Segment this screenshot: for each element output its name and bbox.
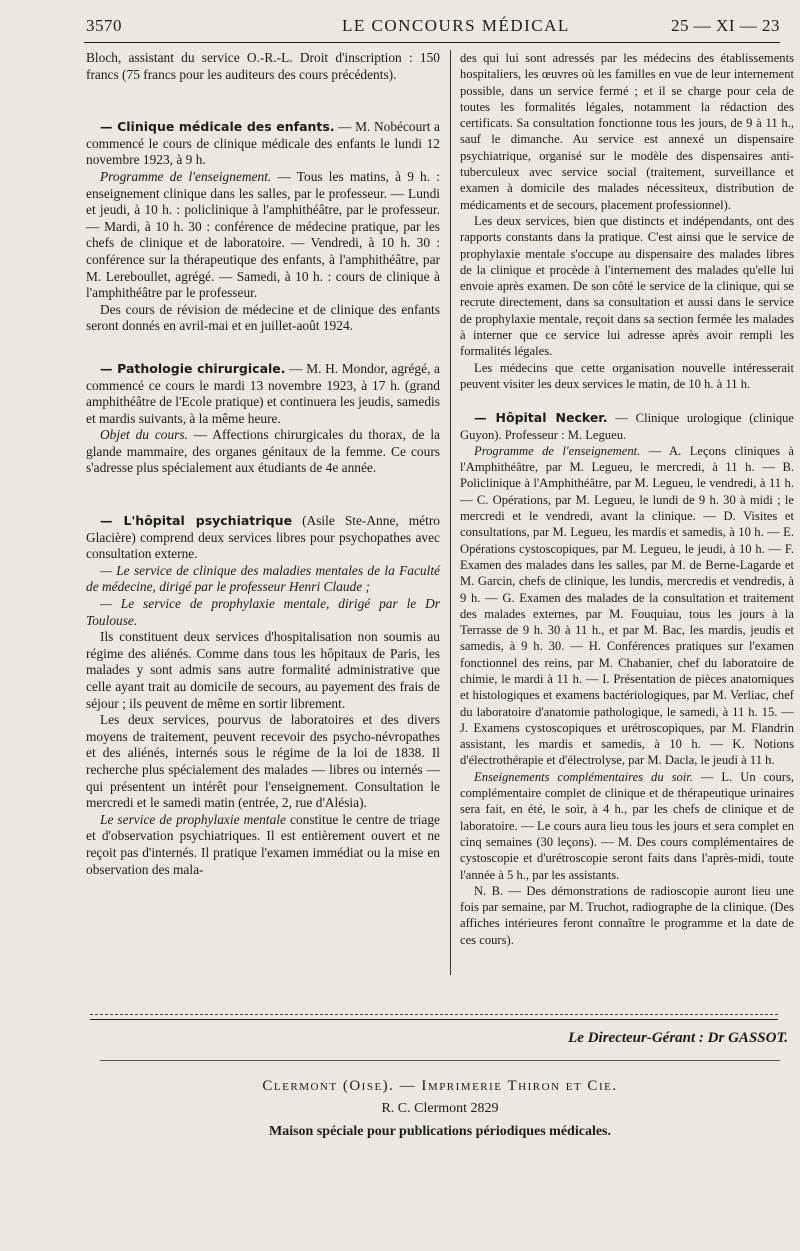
article-text: (Asile Ste-Anne, métro Glacière) comprend deux services libres pour psychopathes avec consultation externe. bbox=[86, 513, 440, 562]
paragraph-service-clinique: — Le service de clinique des maladies mentales de la Faculté de médecine, dirigé par le professeur Henri Claude ; bbox=[86, 562, 440, 595]
column-divider bbox=[450, 50, 451, 975]
paragraph-text: — Affections chirurgicales du thorax, de la glande mammaire, des organes génitaux de la femme. Ce cours s'adresse plus spécialement aux étudiants de 4e année. bbox=[86, 427, 440, 476]
paragraph-visite: Les médecins que cette organisation nouvelle intéresserait peuvent visiter les deux services le matin, de 10 h. à 11 h. bbox=[460, 360, 794, 391]
paragraph-deux-services: Les deux services, pourvus de laboratoires et des divers moyens de traitement, peuvent recevoir des psycho-névropathes et des aliénés, internés sous le régime de la loi de 1838. Il recherche plus spécialement des malades — libres ou internés — qui présentent un intérêt pour l'enseignement. Consultation le mercredi et le samedi matin (entrée, 2, rue d'Alésia). bbox=[86, 712, 440, 811]
paragraph-text: constitue le centre de triage et d'observation psychiatriques. Il est entièrement ouvert et ne reçoit pas d'internés. Il pratique l'examen immédiat ou la mise en observation des mala- bbox=[86, 811, 441, 877]
italic-lead: Le service de prophylaxie mentale bbox=[100, 811, 286, 827]
paragraph-service-prophylaxie: — Le service de prophylaxie mentale, dirigé par le Dr Toulouse. bbox=[86, 596, 440, 628]
journal-title: LE CONCOURS MÉDICAL bbox=[342, 16, 570, 35]
printer-imprint: Clermont (Oise). — Imprimerie Thiron et Cie. bbox=[262, 1078, 618, 1094]
article-hopital-psychiatrique bbox=[86, 513, 440, 563]
left-column bbox=[86, 50, 440, 878]
paragraph-prophylaxie bbox=[86, 812, 440, 878]
article-heading: — Clinique médicale des enfants. bbox=[100, 119, 335, 135]
article-heading: — L'hôpital psychiatrique bbox=[100, 513, 293, 529]
paragraph-text: — Tous les matins, à 9 h. : enseignement clinique dans les salles, par le professeur. — Lundi et jeudi, à 10 h. : policlinique à l'amphithéâtre, par le professeur. — Mardi, à 10 h. 30 : conférence de médecine pratique, par les chefs de clinique et de laboratoire. — Vendredi, à 10 h. 30 : conférence sur la thérapeutique des enfants, à l'amphithéâtre, par M. Lereboullet, agrégé. — Samedi, à 10 h. : cours de clinique à l'amphithéâtre par le professeur. bbox=[86, 168, 440, 301]
article-hopital-necker bbox=[460, 410, 794, 443]
registration-number: R. C. Clermont 2829 bbox=[381, 1101, 499, 1116]
issue-date: 25 — XI — 23 bbox=[671, 16, 780, 35]
italic-lead: Programme de l'enseignement. bbox=[100, 168, 272, 184]
article-heading: — Pathologie chirurgicale. bbox=[100, 360, 286, 376]
director-signature: Le Directeur-Gérant : Dr GASSOT. bbox=[568, 1030, 788, 1046]
paragraph-bloch: Bloch, assistant du service O.-R.-L. Droit d'inscription : 150 francs (75 francs pour les auditeurs des cours précédents). bbox=[86, 50, 440, 82]
article-text: — M. Nobécourt a commencé le cours de clinique médicale des enfants le lundi 12 novembre 1923, à 9 h. bbox=[86, 119, 440, 168]
article-text: — M. H. Mondor, agrégé, a commencé ce cours le mardi 13 novembre 1923, à 17 h. (grand amphithéâtre de l'Ecole pratique) et continuera les jeudis, samedis et mardis suivants, à la même heure. bbox=[86, 360, 441, 426]
paragraph-revision: Des cours de révision de médecine et de clinique des enfants seront donnés en avril-mai et en juillet-août 1924. bbox=[86, 301, 440, 334]
imprint-rule bbox=[100, 1060, 780, 1061]
article-text: — Clinique urologique (clinique Guyon). Professeur : M. Legueu. bbox=[460, 411, 794, 442]
page-number: 3570 bbox=[86, 16, 122, 35]
paragraph-text: — A. Leçons cliniques à l'Amphithéâtre, par M. Legueu, le mercredi, à 11 h. — B. Policlinique à l'Amphithéâtre, par M. Legueu, le vendredi, à 11 h. — C. Opérations, par M. Legueu, le lundi de 9 h. 30 à midi ; le mercredi et le vendredi, avant la clinique. — D. Visites et consultations, par M. Legueu, les mardis et samedis, à 10 h. — E. Opérations cystoscopiques, par M. Legueu, le jeudi, à 10 h. — F. Examen des malades dans les salles, par M. de Berne-Lagarde et M. Garcin, chefs de clinique, les lundis, mercredis et vendredis, à 9 h. — G. Examen des malades de la consultation et traitement des malades externes, par M. Fouquiau, tous les jours à la Terrasse de 9 h. 30 à 11 h., et par M. Bac, les mardis, jeudis et samedis, à 9 h. 30. — H. Conférences pratiques sur l'examen fonctionnel des reins, par M. Chabanier, chef du laboratoire de chimie, le mardi à 11 h. — I. Présentation de pièces anatomiques et histologiques et examens bactériologiques, par M. Verliac, chef du laboratoire d'anatomie pathologique, le samedi, à 11 h. 15. — J. Examens cystoscopiques et urétroscopiques, par M. Flandrin assistant, les mardis et samedis, à 10 h. — K. Notions d'électrothérapie et d'électrolyse, par M. Dacla, le jeudi à 11 h. bbox=[460, 443, 794, 768]
italic-lead: Objet du cours. bbox=[100, 427, 188, 443]
programme-necker bbox=[460, 443, 794, 769]
publisher-line: Maison spéciale pour publications périodiques médicales. bbox=[269, 1124, 611, 1139]
header-rule bbox=[84, 42, 780, 43]
italic-lead: Enseignements complémentaires du soir. bbox=[474, 769, 693, 784]
paragraph-hospitalisation: Ils constituent deux services d'hospitalisation non soumis au régime des aliénés. Comme dans tous les hôpitaux de Paris, les malades y sont admis sans autre formalité administrative que celle ayant trait au domicile de secours, au payement des frais de séjour ; ils peuvent de même en sortir librement. bbox=[86, 629, 440, 711]
footer-rule bbox=[90, 1019, 778, 1020]
running-header bbox=[80, 12, 780, 38]
italic-lead: Programme de l'enseignement. bbox=[474, 443, 641, 458]
objet-du-cours bbox=[86, 427, 440, 477]
article-heading: — Hôpital Necker. bbox=[474, 410, 608, 426]
programme-enseignement bbox=[86, 169, 440, 302]
article-clinique-enfants bbox=[86, 119, 440, 169]
paragraph-text: — L. Un cours, complémentaire complet de clinique et de thérapeutique urinaires sera fait, en été, le soir, à 4 h., par les chefs de clinique et de laboratoire. — Le cours aura lieu tous les jours et sera complet en cinq semaines (30 leçons). — M. Des cours complémentaires de cystoscopie et d'urétroscopie seront faits dans l'après-midi, toute l'année à 5 h., par les assistants. bbox=[460, 769, 794, 882]
paragraph-rapports: Les deux services, bien que distincts et indépendants, ont des rapports constants dans la pratique. C'est ainsi que le service de prophylaxie mentale s'occupe au dispensaire des malades libres de la clinique et procède à l'internement des malades qu'elle lui envoie après examen. De son côté le service de la clinique, qui se recrute directement, dans sa consultation et aussi dans le service de prophylaxie mentale, reçoit dans sa section fermée les malades à interner que ce service lui adresse après avoir rempli les formalités légales. bbox=[460, 213, 794, 359]
paragraph-continued: des qui lui sont adressés par les médecins des établissements hospitaliers, les œuvres où les familles en vue de leur internement possible, dans un service fermé ; et il se charge pour cela de toutes les formalités légales, notamment la rédaction des certificats. Sa consultation fonctionne tous les jours, de 9 à 11 h., sauf le dimanche. Au service est annexé un dispensaire psychiatrique, organisé sur le modèle des dispensaires anti-tuberculeux avec service social (traitement, surveillance et examen à domicile des malades nécessiteux, distribution de médicaments et de secours, placement professionnel). bbox=[460, 51, 794, 212]
paragraph-nota-bene: N. B. — Des démonstrations de radioscopie auront lieu une fois par semaine, par M. Truchot, radiographe de la clinique. (Des affiches intérieures feront connaître le programme et la date de ces cours). bbox=[460, 883, 794, 947]
enseignements-soir bbox=[460, 769, 794, 883]
article-pathologie-chirurgicale bbox=[86, 361, 440, 427]
footer-dashed-rule bbox=[90, 1014, 778, 1015]
right-column bbox=[460, 50, 794, 948]
